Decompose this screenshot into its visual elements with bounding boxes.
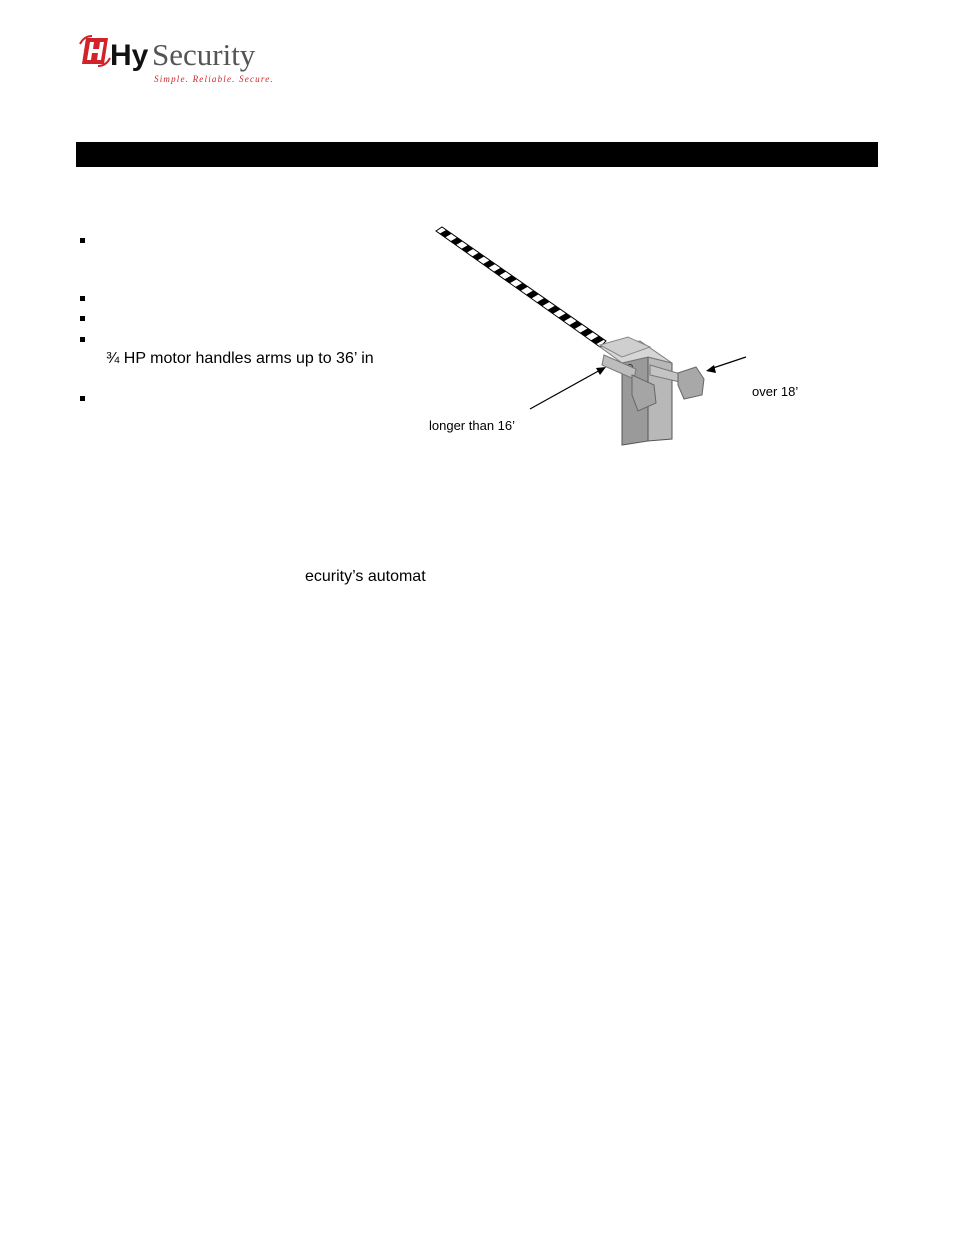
logo-wordmark-light: Security	[152, 37, 256, 72]
left-callout-label: longer than 16’	[429, 418, 516, 433]
bullet-marker	[80, 396, 85, 401]
barrier-arm	[436, 227, 606, 347]
section-title-bar	[76, 142, 878, 167]
logo-emblem-icon	[80, 36, 110, 66]
logo-wordmark-bold: Hy	[110, 39, 149, 72]
hysecurity-logo	[78, 32, 288, 92]
bullet-marker	[80, 296, 85, 301]
partial-paragraph-text: ecurity’s automat	[305, 568, 426, 585]
right-callout-label: over 18’	[752, 384, 799, 399]
motor-capacity-text: ¾ HP motor handles arms up to 36’ in	[106, 350, 374, 367]
bullet-marker	[80, 238, 85, 243]
right-callout-arrow	[706, 357, 746, 373]
logo-tagline: Simple. Reliable. Secure.	[154, 74, 274, 84]
bullet-marker	[80, 316, 85, 321]
bullet-marker	[80, 337, 85, 342]
left-callout-arrow	[530, 367, 606, 409]
